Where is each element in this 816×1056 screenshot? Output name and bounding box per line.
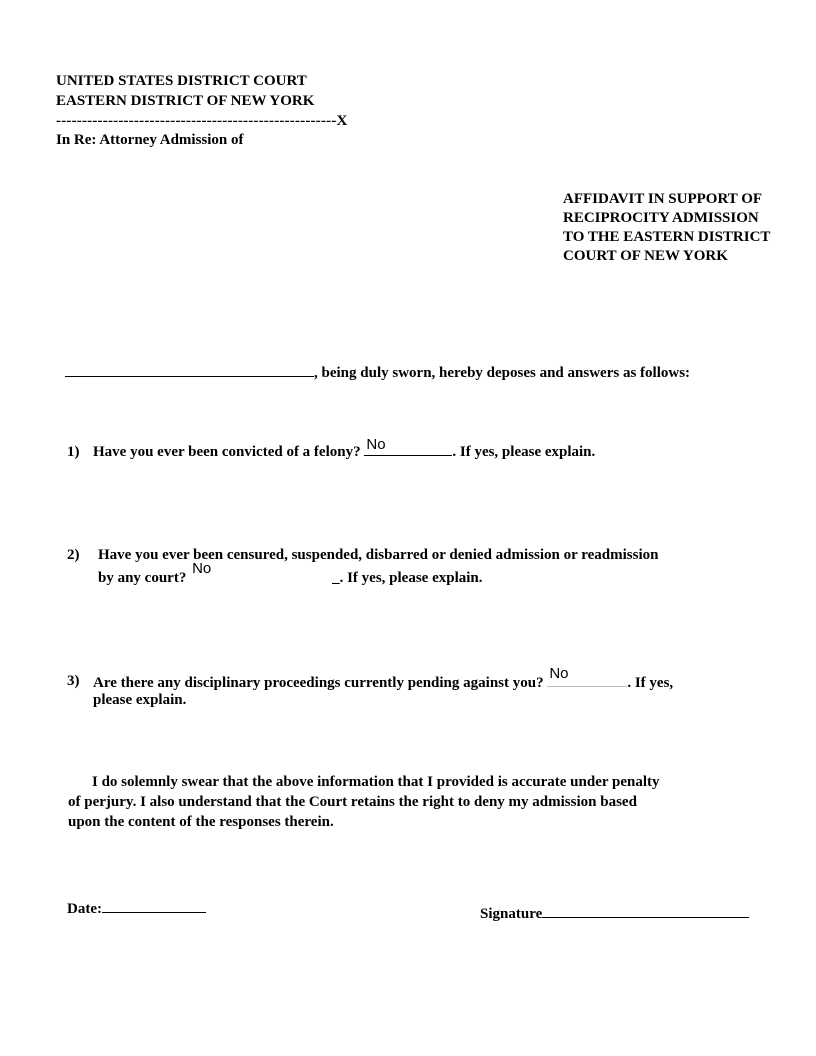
signature-label: Signature	[480, 906, 543, 922]
sworn-text: , being duly sworn, hereby deposes and answers as follows:	[314, 365, 691, 381]
question-1-answer: No	[366, 436, 386, 453]
question-2-answer: No	[192, 560, 212, 577]
title-line1: AFFIDAVIT IN SUPPORT OF	[563, 191, 763, 207]
date-row	[67, 898, 206, 919]
court-name-line1: UNITED STATES DISTRICT COURT	[56, 73, 307, 89]
date-field[interactable]	[102, 898, 206, 913]
question-3-line1	[93, 665, 674, 693]
title-line4: COURT OF NEW YORK	[563, 248, 728, 264]
signature-row	[480, 903, 749, 924]
oath-line2: of perjury. I also understand that the Court retains the right to deny my admission based	[68, 794, 637, 810]
question-2-after: _. If yes, please explain.	[332, 570, 483, 586]
in-re-line: In Re: Attorney Admission of	[56, 132, 244, 148]
caption-divider: ------------------------------------------------------X	[56, 113, 348, 129]
question-2-answer-field[interactable]	[190, 560, 332, 582]
oath-line3: upon the content of the responses therein.	[68, 814, 334, 830]
question-1-after: . If yes, please explain.	[452, 444, 596, 460]
question-2-number: 2)	[67, 547, 80, 563]
question-3-number: 3)	[67, 673, 80, 689]
deponent-name-field[interactable]	[65, 362, 314, 377]
oath-line1: I do solemnly swear that the above information that I provided is accurate under penalty	[92, 774, 660, 790]
title-line2: RECIPROCITY ADMISSION	[563, 210, 759, 226]
signature-field[interactable]	[542, 903, 749, 918]
question-3-after: . If yes,	[627, 675, 674, 691]
question-3-text-line2: please explain.	[93, 692, 187, 708]
question-2-line2	[98, 560, 483, 588]
deponent-line	[65, 362, 690, 383]
title-line3: TO THE EASTERN DISTRICT	[563, 229, 771, 245]
date-label: Date:	[67, 901, 102, 917]
question-3-answer-field[interactable]	[547, 665, 627, 687]
question-3-answer: No	[549, 665, 569, 682]
court-name-line2: EASTERN DISTRICT OF NEW YORK	[56, 93, 315, 109]
question-1	[67, 436, 596, 462]
question-2-text-line2: by any court?	[98, 570, 187, 586]
question-1-answer-field[interactable]	[364, 436, 452, 456]
question-1-number: 1)	[67, 444, 80, 460]
question-1-text: Have you ever been convicted of a felony?	[93, 444, 361, 460]
question-2-text-line1: Have you ever been censured, suspended, disbarred or denied admission or readmission	[98, 547, 659, 563]
question-3-text: Are there any disciplinary proceedings currently pending against you?	[93, 675, 544, 691]
